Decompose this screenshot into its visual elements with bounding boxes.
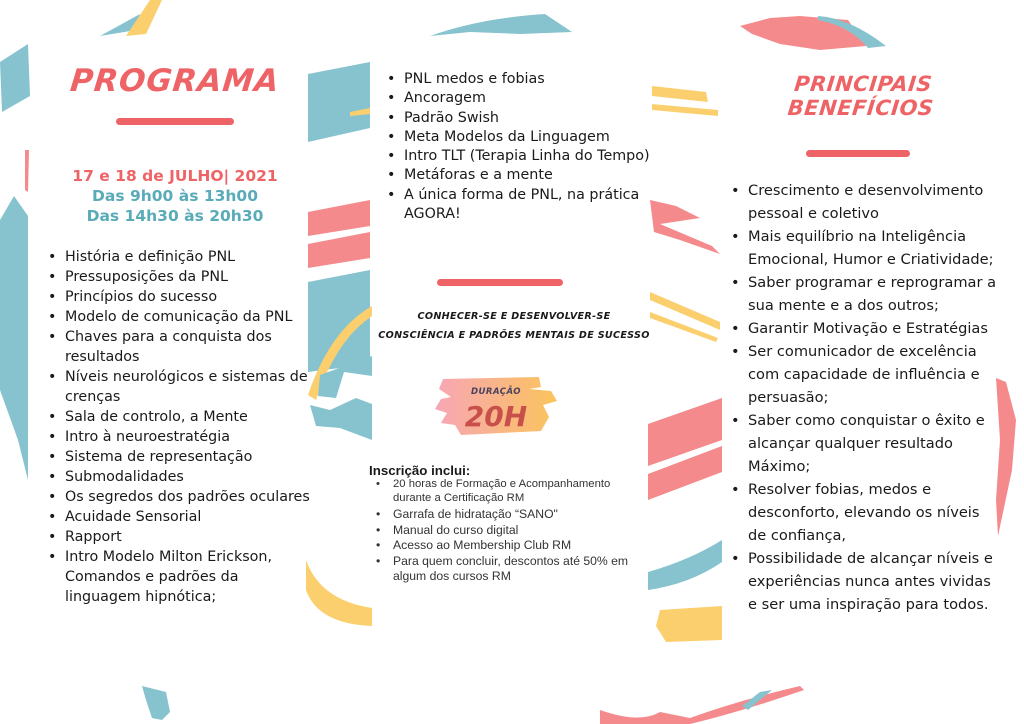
list-item: • Intro Modelo Milton Erickson, Comandos e padrões da linguagem hipnótica; <box>65 547 310 607</box>
center-topic-list <box>404 70 650 224</box>
list-item: • Intro à neuroestratégia <box>65 427 310 447</box>
list-item: • Ancoragem <box>404 89 650 108</box>
list-item: • Acesso ao Membership Club RM <box>393 538 650 554</box>
center-divider <box>437 279 563 286</box>
list-item: • Possibilidade de alcançar níveis e experiências nunca antes vividas e ser uma inspiração para todos. <box>748 547 1000 616</box>
schedule <box>40 166 310 226</box>
brush-stroke-pink <box>308 200 370 236</box>
list-item: • Meta Modelos da Linguagem <box>404 128 650 147</box>
list-item: • Para quem concluir, descontos até 50% em algum dos cursos RM <box>393 554 650 585</box>
list-item: • Garantir Motivação e Estratégias <box>748 317 1000 340</box>
list-item: • Intro TLT (Terapia Linha do Tempo) <box>404 147 650 166</box>
duration-badge <box>431 375 561 439</box>
brush-stroke-yellow <box>350 108 370 116</box>
brush-stroke-pink <box>308 232 370 268</box>
title-underline <box>116 118 234 125</box>
title-underline <box>806 150 910 157</box>
list-item: • Crescimento e desenvolvimento pessoal e coletivo <box>748 179 1000 225</box>
tagline-line-2: CONSCIÊNCIA E PADRÕES MENTAIS DE SUCESSO <box>378 330 650 342</box>
time-line-morning: Das 9h00 às 13h00 <box>92 187 258 205</box>
list-item: • Mais equilíbrio na Inteligência Emocional, Humor e Criatividade; <box>748 225 1000 271</box>
list-item: • Sistema de representação <box>65 447 310 467</box>
brush-stroke-teal <box>100 14 140 36</box>
list-item: • Sala de controlo, a Mente <box>65 407 310 427</box>
programa-title: PROGRAMA <box>68 63 282 99</box>
list-item: • Manual do curso digital <box>393 523 650 539</box>
beneficios-list <box>748 179 1000 616</box>
list-item: • Resolver fobias, medos e desconforto, elevando os níveis de confiança, <box>748 478 1000 547</box>
brush-stroke-teal <box>0 44 30 112</box>
brush-stroke-pink <box>648 398 722 466</box>
list-item: • Submodalidades <box>65 467 310 487</box>
brush-stroke-teal <box>318 356 372 398</box>
beneficios-title: PRINCIPAIS BENEFÍCIOS <box>786 72 935 120</box>
inscricao-section <box>369 463 650 585</box>
date-line: 17 e 18 de JULHO| 2021 <box>72 167 278 185</box>
duration-value: 20H <box>464 400 528 434</box>
brush-stroke-yellow <box>652 86 708 102</box>
brush-stroke-pink <box>740 16 866 50</box>
brush-stroke-yellow <box>308 306 372 400</box>
brush-stroke-teal <box>742 690 772 710</box>
time-line-afternoon: Das 14h30 às 20h30 <box>86 207 264 225</box>
brush-stroke-pink <box>650 200 720 254</box>
brush-stroke-yellow <box>126 0 162 36</box>
brush-stroke-teal <box>142 686 170 720</box>
brush-stroke-teal <box>818 16 886 48</box>
brush-stroke-teal <box>430 14 572 36</box>
list-item: • Princípios do sucesso <box>65 287 310 307</box>
tagline-line-1: CONHECER-SE E DESENVOLVER-SE <box>417 311 611 323</box>
brush-stroke-pink <box>25 150 29 192</box>
brush-stroke-teal <box>308 62 370 142</box>
list-item: • História e definição PNL <box>65 247 310 267</box>
brush-stroke-teal <box>308 270 370 372</box>
list-item: • Saber programar e reprogramar a sua mente e a dos outros; <box>748 271 1000 317</box>
beneficios-section <box>720 72 1000 616</box>
programa-topic-list <box>65 247 310 607</box>
list-item: • Ser comunicador de excelência com capacidade de influência e persuasão; <box>748 340 1000 409</box>
programa-section <box>40 60 310 607</box>
list-item: • Acuidade Sensorial <box>65 507 310 527</box>
duration-label: DURAÇÃO <box>470 387 522 398</box>
list-item: • A única forma de PNL, na prática AGORA! <box>404 186 650 225</box>
list-item: • Padrão Swish <box>404 109 650 128</box>
list-item: • Saber como conquistar o êxito e alcançar qualquer resultado Máximo; <box>748 409 1000 478</box>
list-item: • Níveis neurológicos e sistemas de crenças <box>65 367 310 407</box>
brush-stroke-teal <box>648 540 722 590</box>
tagline <box>364 307 664 345</box>
brush-stroke-teal <box>0 196 28 480</box>
list-item: • Os segredos dos padrões oculares <box>65 487 310 507</box>
list-item: • PNL medos e fobias <box>404 70 650 89</box>
list-item: • Chaves para a conquista dos resultados <box>65 327 310 367</box>
center-section <box>369 70 650 585</box>
list-item: • Metáforas e a mente <box>404 166 650 185</box>
brush-stroke-pink <box>648 446 722 500</box>
brush-stroke-yellow <box>306 560 372 626</box>
brush-stroke-teal <box>310 398 372 440</box>
list-item: • 20 horas de Formação e Acompanhamento durante a Certificação RM <box>393 478 650 507</box>
brush-stroke-yellow <box>652 104 718 116</box>
brush-stroke-yellow <box>656 606 722 642</box>
list-item: • Pressuposições da PNL <box>65 267 310 287</box>
list-item: • Rapport <box>65 527 310 547</box>
list-item: • Modelo de comunicação da PNL <box>65 307 310 327</box>
inscricao-list <box>393 478 650 585</box>
brush-stroke-pink <box>600 686 804 724</box>
list-item: • Garrafa de hidratação “SANO" <box>393 507 650 523</box>
inscricao-title: Inscrição inclui: <box>369 463 471 479</box>
